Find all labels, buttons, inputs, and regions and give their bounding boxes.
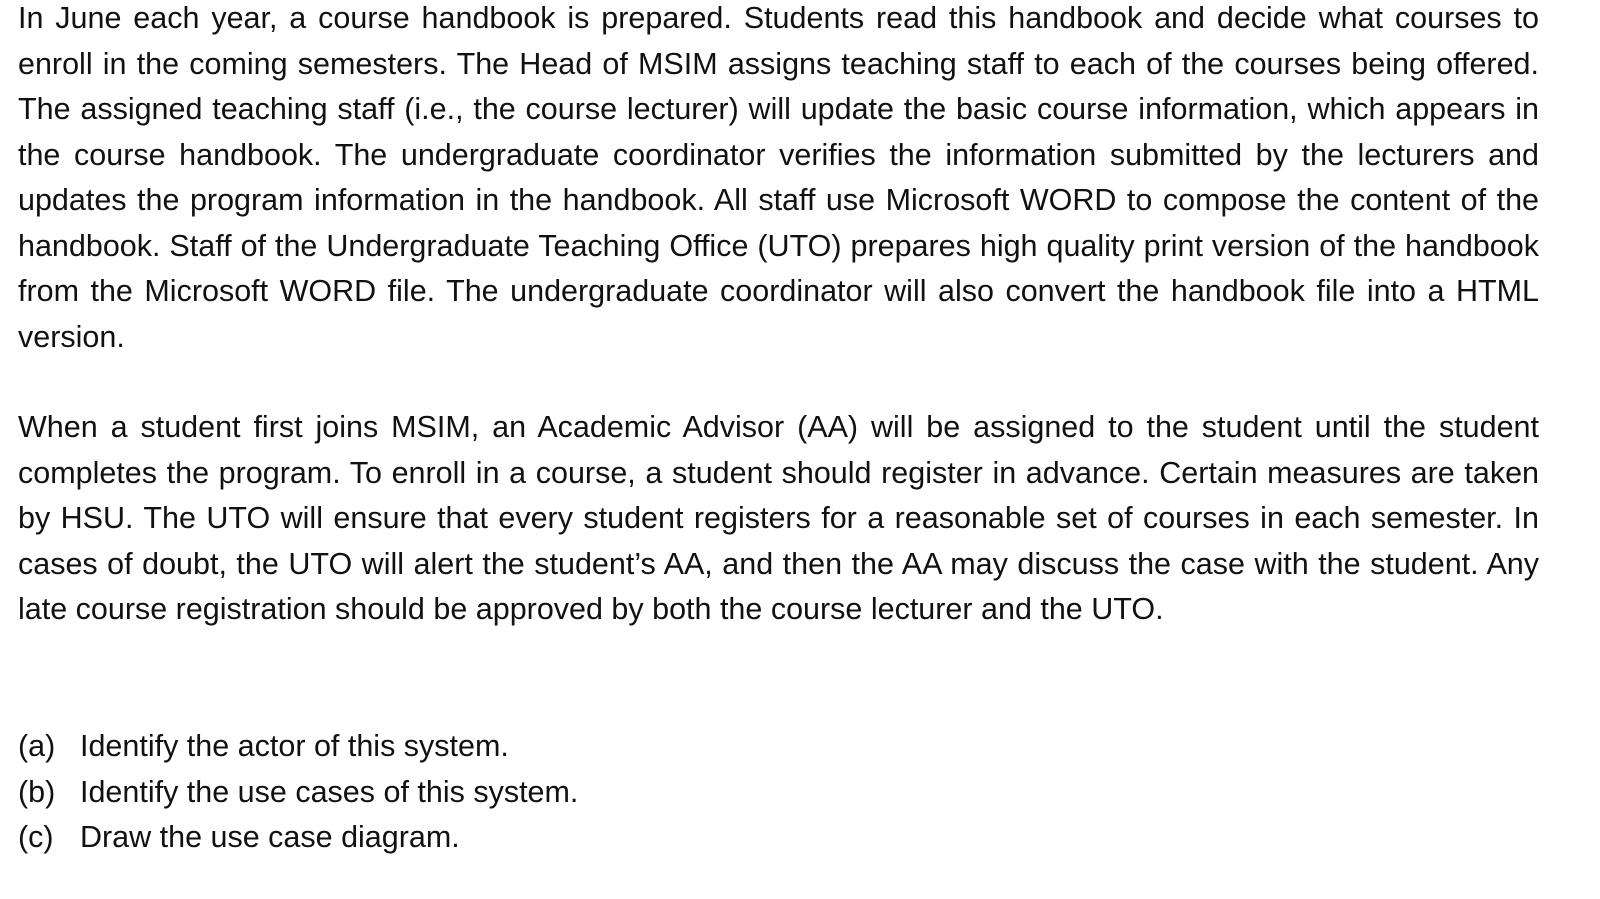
question-item-b: [18, 770, 1539, 816]
question-marker: (c): [18, 820, 54, 854]
question-text: Identify the use cases of this system.: [80, 774, 579, 809]
paragraph-course-handbook: In June each year, a course handbook is prepared. Students read this handbook and decide what courses to enroll in the coming semesters. The Head of MSIM assigns teaching staff to each of the courses being offered. The assigned teaching staff (i.e., the course lecturer) will update the basic course information, which appears in the course handbook. The undergraduate coordinator verifies the information submitted by the lecturers and updates the program information in the handbook. All staff use Microsoft WORD to compose the content of the handbook. Staff of the Undergraduate Teaching Office (UTO) prepares high quality print version of the handbook from the Microsoft WORD file. The undergraduate coordinator will also convert the handbook file into a HTML version.: [18, 1, 1539, 354]
question-marker: (a): [18, 729, 56, 763]
question-item-a: [18, 724, 1539, 770]
question-list: [18, 724, 1539, 861]
question-marker: (b): [18, 774, 56, 809]
question-text: Identify the actor of this system.: [80, 729, 509, 763]
question-item-c: [18, 815, 1539, 861]
question-text: Draw the use case diagram.: [80, 820, 460, 854]
paragraph-academic-advisor: When a student first joins MSIM, an Academic Advisor (AA) will be assigned to the student until the student completes the program. To enroll in a course, a student should register in advance. Certain measures are taken by HSU. The UTO will ensure that every student registers for a reasonable set of courses in each semester. In cases of doubt, the UTO will alert the student’s AA, and then the AA may discuss the case with the student. Any late course registration should be approved by both the course lecturer and the UTO.: [18, 410, 1539, 626]
